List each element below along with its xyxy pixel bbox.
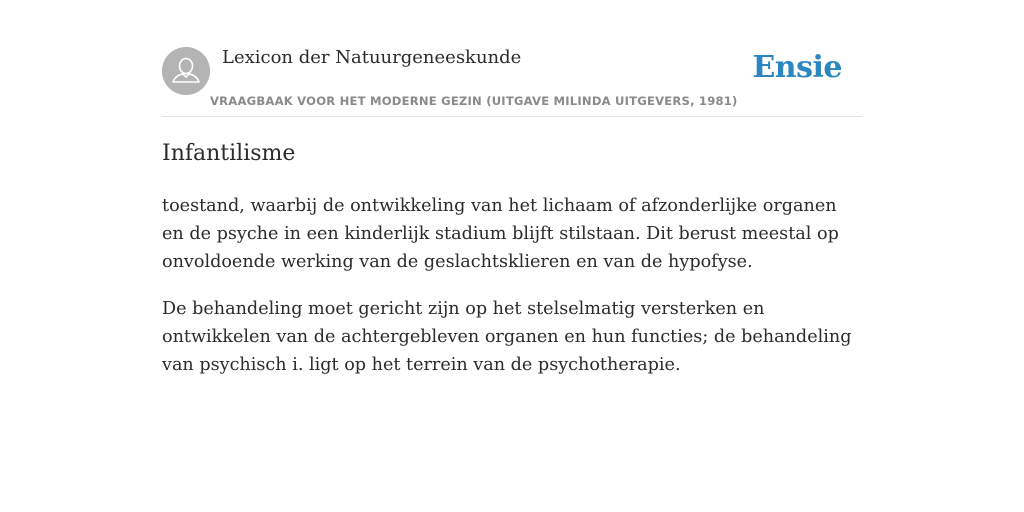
entry-header [162, 0, 862, 117]
lexicon-avatar[interactable] [162, 47, 210, 95]
entry-body [162, 192, 862, 398]
source-line[interactable]: VRAAGBAAK VOOR HET MODERNE GEZIN (UITGAVE MILINDA UITGEVERS, 1981) [210, 94, 738, 108]
user-silhouette-icon [162, 47, 210, 95]
ensie-logo[interactable]: Ensie [752, 50, 842, 85]
entry-title: Infantilisme [162, 141, 296, 166]
lexicon-title[interactable]: Lexicon der Natuurgeneeskunde [222, 47, 522, 68]
entry-paragraph-1: toestand, waarbij de ontwikkeling van het lichaam of afzonderlijke organen en de psyche in een kinderlijk stadium blijft stilstaan. Dit berust meestal op onvoldoende werking van de geslachtsklieren en van de hypofyse. [162, 196, 839, 272]
entry-paragraph-2: De behandeling moet gericht zijn op het stelselmatig versterken en ontwikkelen van de achtergebleven organen en hun functies; de behandeling van psychisch i. ligt op het terrein van de psychotherapie. [162, 299, 852, 375]
entry-card [162, 0, 862, 375]
